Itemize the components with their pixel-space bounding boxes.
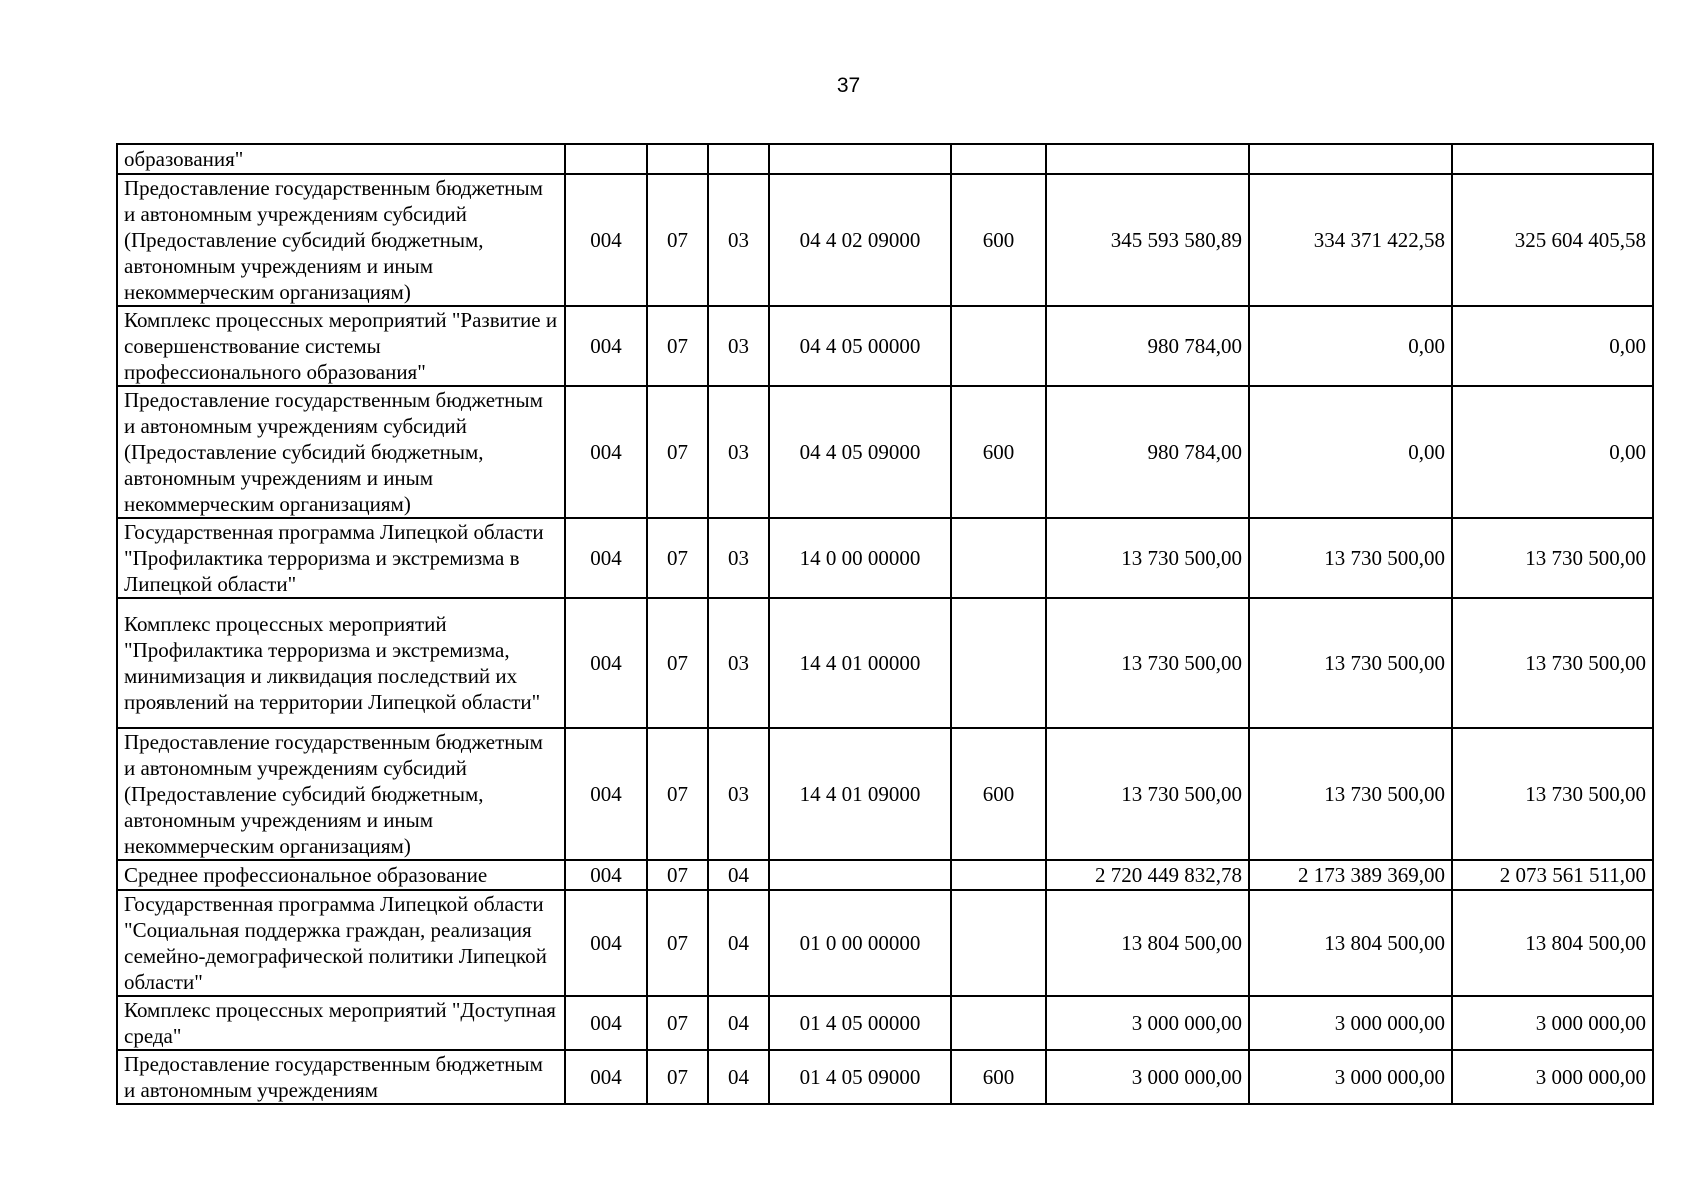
table-row xyxy=(117,1050,1653,1104)
ministry-code: 004 xyxy=(565,996,647,1050)
section-code: 07 xyxy=(647,386,708,518)
section-code: 07 xyxy=(647,598,708,728)
amount-year-1: 980 784,00 xyxy=(1046,306,1249,386)
table-row xyxy=(117,144,1653,174)
amount-year-2: 3 000 000,00 xyxy=(1249,996,1452,1050)
expense-type-code xyxy=(951,860,1046,890)
subsection-code: 04 xyxy=(708,996,769,1050)
target-article-code: 04 4 05 00000 xyxy=(769,306,951,386)
amount-year-1: 3 000 000,00 xyxy=(1046,1050,1249,1104)
amount-year-2 xyxy=(1249,144,1452,174)
table-row xyxy=(117,996,1653,1050)
budget-item-name: Государственная программа Липецкой области "Социальная поддержка граждан, реализация семейно-демографической политики Липецкой области" xyxy=(117,890,565,996)
budget-item-name: образования" xyxy=(117,144,565,174)
subsection-code: 03 xyxy=(708,306,769,386)
section-code: 07 xyxy=(647,728,708,860)
target-article-code: 01 4 05 00000 xyxy=(769,996,951,1050)
amount-year-1: 3 000 000,00 xyxy=(1046,996,1249,1050)
subsection-code: 04 xyxy=(708,1050,769,1104)
amount-year-2: 0,00 xyxy=(1249,306,1452,386)
target-article-code: 14 4 01 00000 xyxy=(769,598,951,728)
table-row xyxy=(117,598,1653,728)
subsection-code: 03 xyxy=(708,518,769,598)
amount-year-2: 13 804 500,00 xyxy=(1249,890,1452,996)
amount-year-3 xyxy=(1452,144,1653,174)
subsection-code xyxy=(708,144,769,174)
amount-year-1: 345 593 580,89 xyxy=(1046,174,1249,306)
expense-type-code: 600 xyxy=(951,174,1046,306)
amount-year-3: 2 073 561 511,00 xyxy=(1452,860,1653,890)
amount-year-1: 13 730 500,00 xyxy=(1046,728,1249,860)
ministry-code: 004 xyxy=(565,860,647,890)
expense-type-code xyxy=(951,306,1046,386)
ministry-code: 004 xyxy=(565,518,647,598)
amount-year-1: 980 784,00 xyxy=(1046,386,1249,518)
amount-year-2: 13 730 500,00 xyxy=(1249,598,1452,728)
section-code: 07 xyxy=(647,1050,708,1104)
budget-item-name: Комплекс процессных мероприятий "Развитие и совершенствование системы профессионального образования" xyxy=(117,306,565,386)
ministry-code: 004 xyxy=(565,386,647,518)
budget-item-name: Государственная программа Липецкой области "Профилактика терроризма и экстремизма в Липецкой области" xyxy=(117,518,565,598)
expense-type-code: 600 xyxy=(951,1050,1046,1104)
ministry-code: 004 xyxy=(565,1050,647,1104)
amount-year-3: 13 804 500,00 xyxy=(1452,890,1653,996)
amount-year-2: 13 730 500,00 xyxy=(1249,728,1452,860)
target-article-code xyxy=(769,860,951,890)
target-article-code: 04 4 05 09000 xyxy=(769,386,951,518)
ministry-code: 004 xyxy=(565,890,647,996)
ministry-code: 004 xyxy=(565,174,647,306)
budget-item-name: Предоставление государственным бюджетным и автономным учреждениям xyxy=(117,1050,565,1104)
table-row xyxy=(117,728,1653,860)
page-number: 37 xyxy=(836,74,861,97)
target-article-code: 14 0 00 00000 xyxy=(769,518,951,598)
amount-year-1: 13 804 500,00 xyxy=(1046,890,1249,996)
amount-year-2: 2 173 389 369,00 xyxy=(1249,860,1452,890)
amount-year-2: 334 371 422,58 xyxy=(1249,174,1452,306)
section-code: 07 xyxy=(647,890,708,996)
subsection-code: 03 xyxy=(708,386,769,518)
expense-type-code: 600 xyxy=(951,386,1046,518)
amount-year-3: 0,00 xyxy=(1452,306,1653,386)
subsection-code: 04 xyxy=(708,890,769,996)
budget-table xyxy=(116,143,1654,1105)
table-row xyxy=(117,386,1653,518)
amount-year-3: 0,00 xyxy=(1452,386,1653,518)
budget-item-name: Среднее профессиональное образование xyxy=(117,860,565,890)
target-article-code: 04 4 02 09000 xyxy=(769,174,951,306)
budget-item-name: Предоставление государственным бюджетным и автономным учреждениям субсидий (Предоставление субсидий бюджетным, автономным учреждениям и иным некоммерческим организациям) xyxy=(117,174,565,306)
amount-year-3: 13 730 500,00 xyxy=(1452,598,1653,728)
section-code: 07 xyxy=(647,174,708,306)
section-code: 07 xyxy=(647,996,708,1050)
amount-year-2: 13 730 500,00 xyxy=(1249,518,1452,598)
budget-item-name: Предоставление государственным бюджетным и автономным учреждениям субсидий (Предоставление субсидий бюджетным, автономным учреждениям и иным некоммерческим организациям) xyxy=(117,728,565,860)
expense-type-code xyxy=(951,598,1046,728)
amount-year-1: 2 720 449 832,78 xyxy=(1046,860,1249,890)
target-article-code: 14 4 01 09000 xyxy=(769,728,951,860)
subsection-code: 03 xyxy=(708,174,769,306)
section-code: 07 xyxy=(647,306,708,386)
amount-year-3: 3 000 000,00 xyxy=(1452,996,1653,1050)
section-code: 07 xyxy=(647,518,708,598)
target-article-code xyxy=(769,144,951,174)
table-row xyxy=(117,890,1653,996)
target-article-code: 01 0 00 00000 xyxy=(769,890,951,996)
table-row xyxy=(117,518,1653,598)
amount-year-3: 3 000 000,00 xyxy=(1452,1050,1653,1104)
target-article-code: 01 4 05 09000 xyxy=(769,1050,951,1104)
ministry-code: 004 xyxy=(565,598,647,728)
table-body xyxy=(117,144,1653,1104)
amount-year-1 xyxy=(1046,144,1249,174)
amount-year-3: 13 730 500,00 xyxy=(1452,728,1653,860)
table-row xyxy=(117,306,1653,386)
amount-year-1: 13 730 500,00 xyxy=(1046,598,1249,728)
amount-year-3: 325 604 405,58 xyxy=(1452,174,1653,306)
section-code xyxy=(647,144,708,174)
ministry-code: 004 xyxy=(565,728,647,860)
ministry-code xyxy=(565,144,647,174)
expense-type-code xyxy=(951,518,1046,598)
section-code: 07 xyxy=(647,860,708,890)
amount-year-2: 3 000 000,00 xyxy=(1249,1050,1452,1104)
amount-year-3: 13 730 500,00 xyxy=(1452,518,1653,598)
expense-type-code: 600 xyxy=(951,728,1046,860)
budget-item-name: Комплекс процессных мероприятий "Профилактика терроризма и экстремизма, минимизация и ликвидация последствий их проявлений на территории Липецкой области" xyxy=(117,598,565,728)
subsection-code: 04 xyxy=(708,860,769,890)
ministry-code: 004 xyxy=(565,306,647,386)
amount-year-2: 0,00 xyxy=(1249,386,1452,518)
subsection-code: 03 xyxy=(708,728,769,860)
expense-type-code xyxy=(951,890,1046,996)
table-row xyxy=(117,174,1653,306)
amount-year-1: 13 730 500,00 xyxy=(1046,518,1249,598)
table-row xyxy=(117,860,1653,890)
budget-item-name: Комплекс процессных мероприятий "Доступная среда" xyxy=(117,996,565,1050)
expense-type-code xyxy=(951,996,1046,1050)
budget-item-name: Предоставление государственным бюджетным и автономным учреждениям субсидий (Предоставление субсидий бюджетным, автономным учреждениям и иным некоммерческим организациям) xyxy=(117,386,565,518)
expense-type-code xyxy=(951,144,1046,174)
subsection-code: 03 xyxy=(708,598,769,728)
